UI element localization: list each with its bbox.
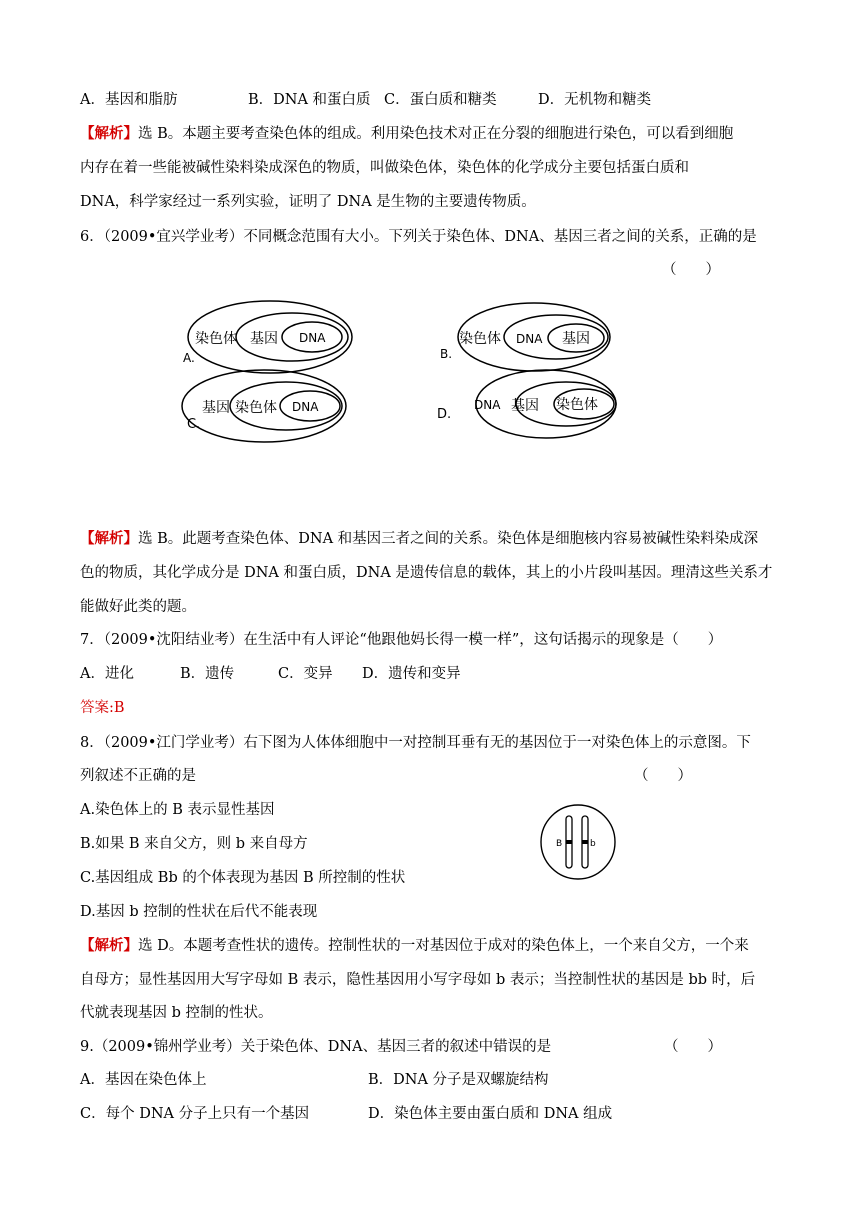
q9-option-c: C．每个 DNA 分子上只有一个基因 [80,1106,310,1122]
q7-option-d: D．遗传和变异 [362,666,461,682]
q5-option-b: B．DNA 和蛋白质 [248,92,371,108]
q8-answer-paren: （ ） [634,768,692,784]
q5-option-c: C．蛋白质和糖类 [384,92,497,108]
gene-label-recessive: b [590,839,596,849]
q6-concept-diagram [0,0,860,520]
q6-analysis-line-3: 能做好此类的题。 [80,599,196,615]
q7-option-a: A．进化 [80,666,134,682]
diagram-d-label-middle: 基因 [511,398,539,414]
diagram-c-letter: C. [187,417,201,432]
q6-analysis-line-2: 色的物质，其化学成分是 DNA 和蛋白质，DNA 是遗传信息的载体，其上的小片段叫基因。理清这些关系才 [80,565,773,581]
diagram-b-letter: B. [440,347,453,361]
q8-option-a: A.染色体上的 B 表示显性基因 [80,802,275,818]
diagram-option-c [182,370,346,442]
q5-analysis-line-2: 内存在着一些能被碱性染料染成深色的物质，叫做染色体，染色体的化学成分主要包括蛋白质和 [80,160,689,176]
q8-option-b: B.如果 B 来自父方，则 b 来自母方 [80,836,308,852]
diagram-d-label-inner: 染色体 [556,397,598,413]
q9-stem: 9.（2009•锦州学业考）关于染色体、DNA、基因三者的叙述中错误的是 [80,1039,552,1055]
cell-chromosome-diagram [538,802,620,884]
q8-analysis-line-1 [80,936,749,956]
q7-stem: 7．（2009•沈阳结业考）在生活中有人评论“他跟他妈长得一模一样”，这句话揭示的现象是（ ） [80,632,723,648]
analysis-text: 选 B。此题考查染色体、DNA 和基因三者之间的关系。染色体是细胞核内容易被碱性染料染成深 [138,531,759,547]
diagram-b-label-inner: 基因 [562,331,590,347]
q8-analysis-line-3: 代就表现基因 b 控制的性状。 [80,1005,273,1021]
q8-stem-line-2: 列叙述不正确的是 [80,768,196,784]
diagram-a-label-inner: DNA [299,331,326,345]
diagram-a-label-middle: 基因 [250,331,278,347]
q6-stem: 6．（2009•宜兴学业考）不同概念范围有大小。下列关于染色体、DNA、基因三者之间的关系，正确的是 [80,229,757,245]
diagram-d-letter: D. [437,407,452,422]
diagram-b-label-middle: DNA [516,332,543,346]
q8-option-d: D.基因 b 控制的性状在后代不能表现 [80,904,318,920]
analysis-tag: 【解析】 [80,125,138,142]
analysis-tag: 【解析】 [80,530,138,547]
q9-option-a: A．基因在染色体上 [80,1072,207,1088]
q5-option-a: A．基因和脂肪 [80,92,178,108]
q5-analysis-line-3: DNA，科学家经过一系列实验，证明了 DNA 是生物的主要遗传物质。 [80,194,536,210]
analysis-text: 选 B。本题主要考查染色体的组成。利用染色技术对正在分裂的细胞进行染色，可以看到细胞 [138,126,734,142]
gene-label-dominant: B [556,839,563,849]
q8-stem-line-1: 8．（2009•江门学业考）右下图为人体体细胞中一对控制耳垂有无的基因位于一对染色体上的示意图。下 [80,735,751,751]
q6-analysis-line-1 [80,529,758,549]
analysis-text: 选 D。本题考查性状的遗传。控制性状的一对基因位于成对的染色体上，一个来自父方，一个来 [138,938,749,954]
diagram-option-b [440,303,610,371]
diagram-d-label-outer: DNA [474,398,501,412]
diagram-b-label-outer: 染色体 [459,331,501,347]
diagram-c-label-inner: DNA [292,400,319,414]
diagram-option-a [183,301,352,373]
q9-option-b: B．DNA 分子是双螺旋结构 [368,1072,549,1088]
q9-answer-paren: （ ） [664,1039,722,1055]
analysis-tag: 【解析】 [80,937,138,954]
q7-option-b: B．遗传 [180,666,235,682]
q6-answer-paren: （ ） [662,262,720,278]
diagram-c-label-middle: 染色体 [235,400,277,416]
diagram-option-d [437,370,616,438]
q7-answer: 答案:B [80,700,125,716]
q8-analysis-line-2: 自母方；显性基因用大写字母如 B 表示，隐性基因用小写字母如 b 表示；当控制性状的基因是 bb 时，后 [80,972,756,988]
diagram-a-letter: A. [183,351,195,365]
q5-option-d: D．无机物和糖类 [538,92,652,108]
diagram-c-label-outer: 基因 [202,400,230,416]
diagram-a-label-outer: 染色体 [195,331,237,347]
q9-option-d: D．染色体主要由蛋白质和 DNA 组成 [368,1106,613,1122]
q7-option-c: C．变异 [278,666,333,682]
q8-option-c: C.基因组成 Bb 的个体表现为基因 B 所控制的性状 [80,870,406,886]
